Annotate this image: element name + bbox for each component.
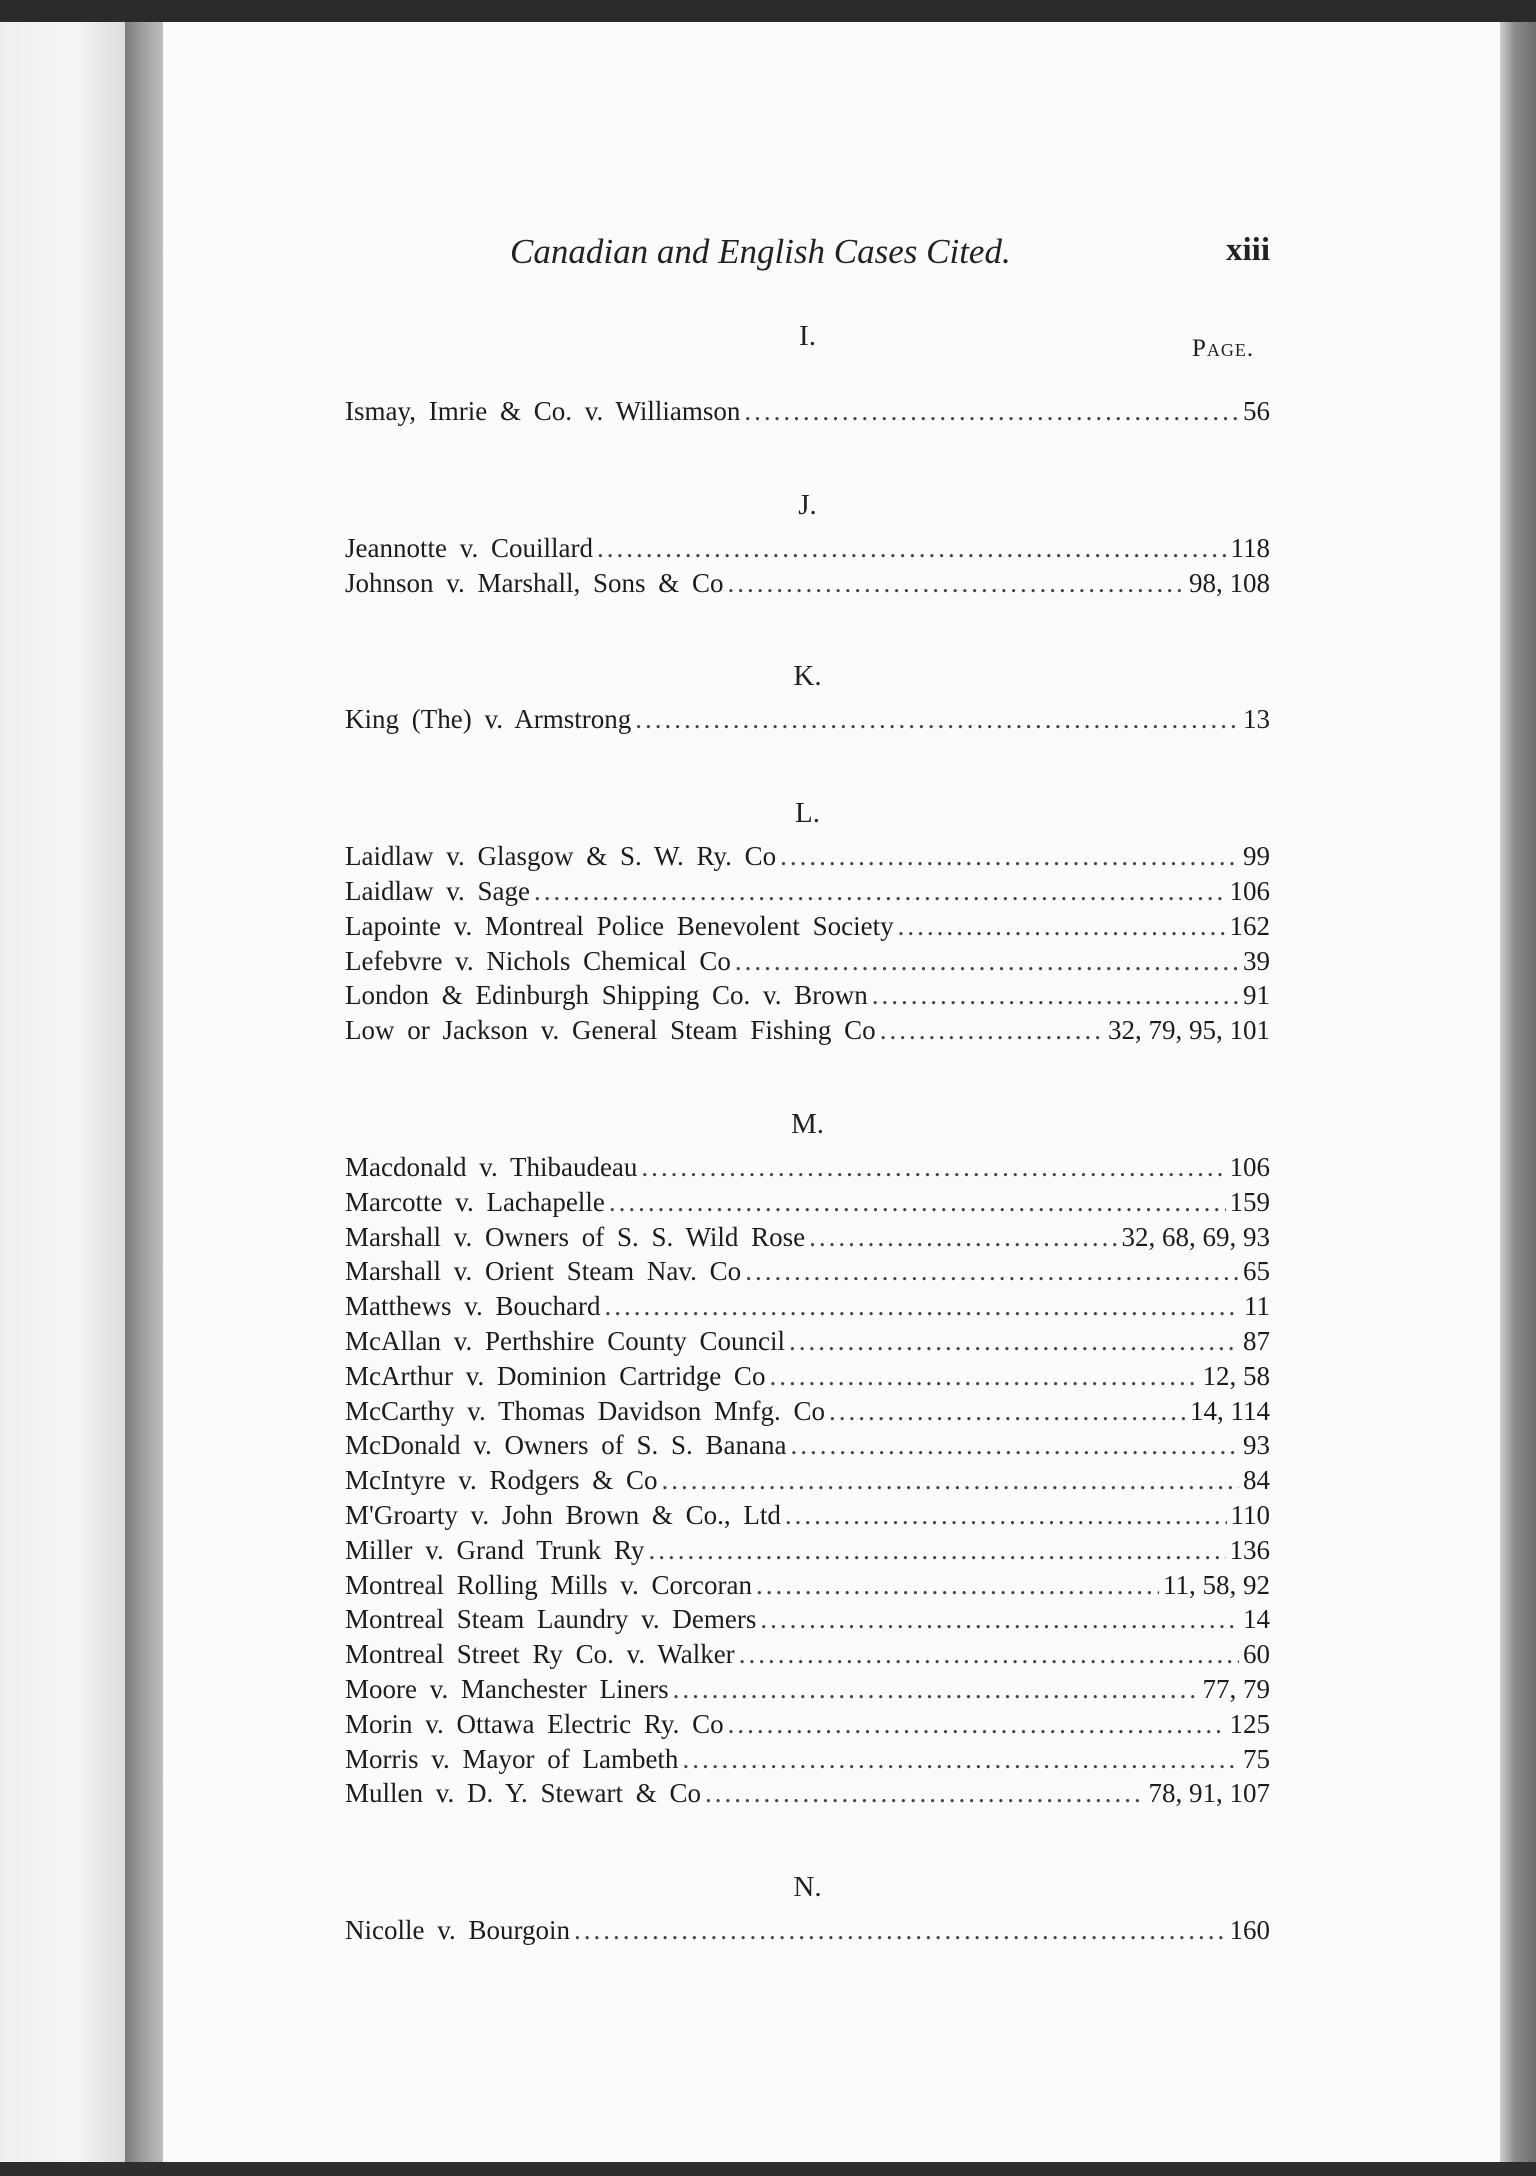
dot-leader xyxy=(898,911,1226,942)
case-pages: 99 xyxy=(1243,841,1270,872)
case-entry xyxy=(345,1709,1270,1745)
case-entry xyxy=(345,1187,1270,1223)
dot-leader xyxy=(789,1326,1239,1357)
running-header xyxy=(510,232,1270,280)
case-pages: 11 xyxy=(1244,1291,1270,1322)
dot-leader xyxy=(534,876,1226,907)
case-name: Matthews v. Bouchard xyxy=(345,1291,601,1322)
section-heading-k: K. xyxy=(793,660,822,693)
case-entry xyxy=(345,841,1270,877)
scan-frame-top xyxy=(0,0,1536,22)
case-name: McCarthy v. Thomas Davidson Mnfg. Co xyxy=(345,1395,825,1426)
dot-leader xyxy=(829,1396,1186,1427)
case-name: Marshall v. Owners of S. S. Wild Rose xyxy=(345,1221,806,1252)
case-entry xyxy=(345,568,1270,604)
section-heading-m: M. xyxy=(790,1108,825,1140)
case-entry xyxy=(345,1674,1270,1710)
case-name: Montreal Steam Laundry v. Demers xyxy=(345,1604,757,1635)
case-pages: 75 xyxy=(1243,1743,1270,1774)
case-entry xyxy=(345,1396,1270,1432)
dot-leader xyxy=(705,1778,1145,1809)
case-name: McIntyre v. Rodgers & Co xyxy=(345,1465,658,1496)
case-name: Marcotte v. Lachapelle xyxy=(345,1186,605,1217)
case-entry xyxy=(345,1535,1270,1571)
case-entry xyxy=(345,1430,1270,1466)
case-entry xyxy=(345,1744,1270,1780)
dot-leader xyxy=(728,1709,1226,1740)
case-name: McArthur v. Dominion Cartridge Co xyxy=(345,1360,766,1391)
running-title: Canadian and English Cases Cited. xyxy=(510,232,1011,271)
dot-leader xyxy=(790,1430,1239,1461)
case-pages: 159 xyxy=(1229,1186,1270,1217)
case-name: Laidlaw v. Sage xyxy=(345,876,530,906)
case-pages: 65 xyxy=(1243,1256,1270,1287)
case-name: Laidlaw v. Glasgow & S. W. Ry. Co xyxy=(345,841,777,872)
case-name: Johnson v. Marshall, Sons & Co xyxy=(345,567,724,598)
case-name: London & Edinburgh Shipping Co. v. Brown xyxy=(345,980,868,1011)
case-entry xyxy=(345,533,1270,569)
case-entry xyxy=(345,980,1270,1016)
dot-leader xyxy=(574,1915,1226,1946)
dot-leader xyxy=(648,1535,1225,1566)
dot-leader xyxy=(785,1500,1227,1531)
dot-leader xyxy=(682,1744,1239,1775)
case-entry xyxy=(345,876,1270,912)
case-name: Mullen v. D. Y. Stewart & Co xyxy=(345,1778,701,1809)
case-pages: 106 xyxy=(1229,876,1270,906)
case-pages: 93 xyxy=(1243,1430,1270,1461)
case-entry xyxy=(345,1256,1270,1292)
dot-leader xyxy=(661,1465,1239,1496)
facing-page-edge xyxy=(0,22,125,2162)
case-name: King (The) v. Armstrong xyxy=(345,704,632,735)
case-name: Nicolle v. Bourgoin xyxy=(345,1915,570,1946)
section-heading-n: N. xyxy=(793,1871,822,1904)
dot-leader xyxy=(880,1015,1104,1046)
case-pages: 77, 79 xyxy=(1202,1674,1270,1704)
dot-leader xyxy=(597,533,1227,564)
case-entry xyxy=(345,1326,1270,1362)
case-pages: 13 xyxy=(1243,704,1270,735)
case-name: Lapointe v. Montreal Police Benevolent Society xyxy=(345,910,894,941)
dot-leader xyxy=(809,1222,1117,1253)
dot-leader xyxy=(609,1187,1226,1218)
case-entry xyxy=(345,1915,1270,1951)
book-gutter xyxy=(125,22,163,2162)
case-pages: 91 xyxy=(1243,980,1270,1011)
case-pages: 118 xyxy=(1230,532,1270,563)
dot-leader xyxy=(745,1256,1239,1287)
case-pages: 110 xyxy=(1230,1500,1270,1530)
case-entry xyxy=(345,1222,1270,1258)
page-number: xiii xyxy=(1225,232,1270,268)
dot-leader xyxy=(769,1361,1198,1392)
dot-leader xyxy=(760,1604,1239,1635)
case-pages: 11, 58, 92 xyxy=(1163,1569,1270,1600)
case-pages: 125 xyxy=(1229,1708,1270,1739)
case-entry xyxy=(345,1015,1270,1051)
case-pages: 98, 108 xyxy=(1189,567,1270,598)
dot-leader xyxy=(739,1639,1239,1670)
case-name: Ismay, Imrie & Co. v. Williamson xyxy=(345,396,741,426)
case-name: Morris v. Mayor of Lambeth xyxy=(345,1743,679,1774)
dot-leader xyxy=(604,1291,1240,1322)
case-name: Marshall v. Orient Steam Nav. Co xyxy=(345,1256,742,1287)
dot-leader xyxy=(635,704,1239,735)
case-name: Jeannotte v. Couillard xyxy=(345,532,593,563)
dot-leader xyxy=(872,980,1239,1011)
case-pages: 87 xyxy=(1243,1326,1270,1356)
case-name: Lefebvre v. Nichols Chemical Co xyxy=(345,945,731,976)
case-entry xyxy=(345,1152,1270,1188)
dot-leader xyxy=(728,568,1185,599)
case-name: Montreal Rolling Mills v. Corcoran xyxy=(345,1569,752,1600)
case-pages: 162 xyxy=(1229,910,1270,941)
scan-frame-bottom xyxy=(0,2162,1536,2176)
case-name: Montreal Street Ry Co. v. Walker xyxy=(345,1639,735,1670)
dot-leader xyxy=(780,841,1239,872)
case-pages: 14, 114 xyxy=(1190,1395,1270,1426)
case-pages: 12, 58 xyxy=(1202,1360,1270,1391)
case-name: McDonald v. Owners of S. S. Banana xyxy=(345,1430,787,1461)
dot-leader xyxy=(735,946,1239,977)
dot-leader xyxy=(673,1674,1199,1705)
case-pages: 84 xyxy=(1243,1465,1270,1496)
case-pages: 39 xyxy=(1243,945,1270,976)
case-pages: 32, 79, 95, 101 xyxy=(1108,1015,1270,1046)
case-name: Low or Jackson v. General Steam Fishing Co xyxy=(345,1015,876,1046)
case-name: M'Groarty v. John Brown & Co., Ltd xyxy=(345,1500,781,1530)
dot-leader xyxy=(744,396,1239,427)
case-pages: 32, 68, 69, 93 xyxy=(1121,1221,1270,1252)
case-entry xyxy=(345,1778,1270,1814)
case-entry xyxy=(345,1604,1270,1640)
case-pages: 160 xyxy=(1229,1915,1270,1946)
section-heading-i: I. xyxy=(799,320,816,352)
case-pages: 60 xyxy=(1243,1639,1270,1670)
case-entry xyxy=(345,1500,1270,1536)
case-entry xyxy=(345,1570,1270,1606)
case-pages: 106 xyxy=(1229,1152,1270,1182)
case-entry xyxy=(345,911,1270,947)
case-entry xyxy=(345,396,1270,432)
case-entry xyxy=(345,946,1270,982)
dot-leader xyxy=(641,1152,1225,1183)
case-entry xyxy=(345,1639,1270,1675)
case-name: McAllan v. Perthshire County Council xyxy=(345,1326,785,1356)
case-pages: 78, 91, 107 xyxy=(1148,1778,1270,1809)
dot-leader xyxy=(756,1570,1159,1601)
case-entry xyxy=(345,1465,1270,1501)
case-pages: 136 xyxy=(1229,1534,1270,1565)
case-name: Macdonald v. Thibaudeau xyxy=(345,1152,638,1182)
case-pages: 14 xyxy=(1243,1604,1270,1635)
page-column-label: Page. xyxy=(1192,335,1255,362)
case-entry xyxy=(345,1361,1270,1397)
case-name: Moore v. Manchester Liners xyxy=(345,1674,669,1704)
case-pages: 56 xyxy=(1243,396,1270,426)
case-entry xyxy=(345,704,1270,740)
section-heading-j: J. xyxy=(798,488,817,521)
case-entry xyxy=(345,1291,1270,1327)
page-stack-edge xyxy=(1500,22,1536,2162)
case-name: Miller v. Grand Trunk Ry xyxy=(345,1534,645,1565)
case-name: Morin v. Ottawa Electric Ry. Co xyxy=(345,1708,724,1739)
section-heading-l: L. xyxy=(795,797,820,830)
